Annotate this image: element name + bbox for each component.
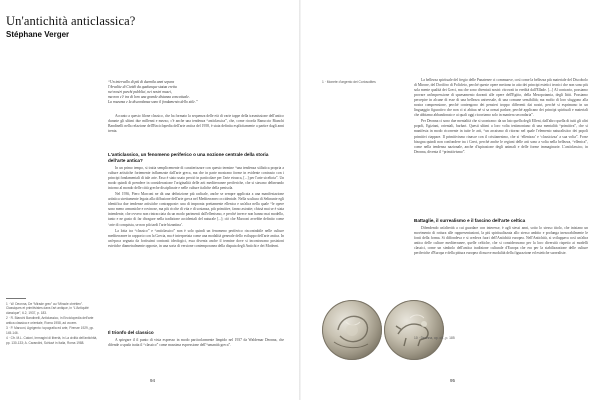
body-section bbox=[108, 166, 284, 250]
paragraph: A spiegare il il punto di vista espresso in modo particolarmente limpido nel 1937 da Waldemar Deonna, che difende a spada tratta il “classico” come massima espressione dell'“umanità greca”. bbox=[108, 338, 284, 348]
epigraph bbox=[108, 80, 278, 105]
epigraph-line: “Un intervallo di più di duemila anni separa bbox=[108, 80, 175, 84]
paragraph: In un primo tempo, si tratta semplicemente di caratterizzare con questo termine “una tendenza stilistica propria a culture artistiche fortemente influenzate dall'arte greca, ma che in parte mostrano forme in evidente contrasto con i principi fondamentali di tale arte. Esso è stato usato perciò in particolare per l'arte etrusca, [...] per l'arte siceliota”. Un modo quindi di prendere in considerazione l'originalità delle arti mediterranee periferiche, che si stavano delineando intorno al mondo delle città greche disciplinate e nelle culture italiche della penisola. bbox=[108, 166, 284, 191]
footnote: 3 · P. Marconi, Agrigento: topografia ed arte, Firenze 1929, pp. 145-146. bbox=[6, 326, 95, 335]
epigraph-line: ma non c'è tra di loro una grande distanza concettuale. bbox=[108, 95, 190, 100]
body-section bbox=[108, 338, 284, 349]
footnote-rule bbox=[6, 298, 26, 299]
paragraph: Accanto a questo filone classico, che ha formato la sequenza delle età di varie tappe della trasmissione dell'antico durante gli ultimi due millenni e mezzo, c'è anche una tendenza “anticlassica”, che, come ricorda Ranuccio Bianchi Bandinelli nella relazione dell'Enciclopedia dell'arte antica del 1958, è stata definita esplicitamente a partire dagli anni trenta. bbox=[108, 114, 284, 134]
paragraph: Per Deonna ci sono due mentalità che si scontrano: da un lato quella degli Elleni, dall'altro quella di tutti gli altri popoli, Egiziani, orientali, barbari. Questi ultimi a loro volta testimoniano di una mentalità “primitiva”, che si manifesta in modo ricorrente in tutte le arti, “un arcaismo di ritorno nel quale l'elemento naturalistico dei popoli primitivi riappare. Il primitivismo rinasce con il cristianesimo, che si ‘ellenizza’ e ‘classicizza’ a sua volta”. Forse bisogna quindi non confondere tra i Greci, perché anche le regioni delle arti sono a volta nella bellezza, “ellenica”, come nella tendenza nazionale, anche d'ispirazione degli animali e delle forme immaginarie. L'anticlassico, in Deonna, diventa il “primitivismo”. bbox=[414, 119, 588, 154]
section-heading bbox=[414, 218, 588, 224]
body-paragraph bbox=[108, 114, 284, 135]
coin-reverse-image bbox=[384, 300, 444, 360]
body-section bbox=[414, 78, 588, 156]
section-heading-text: L'anticlassico, un fenomeno periferico o una nozione centrale della storia dell'arte antica? bbox=[108, 152, 269, 163]
paragraph: Nel 1936, Piero Marconi ne dà una definizione più radicale, anche se sempre applicata a una manifestazione artistica strettamente legata alla diffusione dell'arte greca nel Mediterraneo occidentale. Nella scultura di Selinunte egli identifica due tendenze artistiche contrapposte: una di impronta prettamente ellenica e un'altra nella quale “le opere sono meno armoniche e rovinose, ma più ricche di vita e di sostanza, più primitive, fanno astratte; chissà mai se è stata intendente, che ovvero non rintracciata da un modo parimenti dall'ellenismo, e perché invece non hanno mai modello, tanto e ne gusto di far divagare nella tradizione accidentali del naturale [...]; ciò che Marconi avrebbe definito come ‘arte di conquista, se non più tardi l'arte bizantina’. bbox=[108, 192, 284, 227]
footnote: 4 · Cfr. M.L. Catoni, Immagini di libertà, in La civiltà dell'antichità, pp. 130-133; A. Carandini, Schiavi in Italia, Roma 1988. bbox=[6, 336, 98, 345]
section-heading-text: Il trionfo del classico bbox=[108, 330, 154, 335]
epigraph-line: La rozzezza e la discordanza sono il fondamento dello stile.” bbox=[108, 100, 198, 105]
coin-obverse-image bbox=[322, 300, 382, 360]
section-heading bbox=[108, 330, 284, 336]
page-title: Un'antichità anticlassica? bbox=[6, 14, 136, 28]
author-name: Stéphane Verger bbox=[6, 30, 70, 39]
section-heading bbox=[108, 152, 284, 163]
paragraph: La bellezza spirituale del fregio delle Panatenee ci commuove, così come la bellezza più materiale del Discobolo di Mirone, del Dorifòro di Policleto, perché queste opere mettono in atto dei principi estetici tecnici che non sono più sola mente qualità dei Greci, ma che sono diventati nostri: ritrovati in eredità dall'Ellade. [...] Al contrario, possiamo provare un'impressione di spaesamento davanti alle opere dell'Egitto, della Mesopotamia, degli Ittiti. Possiamo percepire in alcune di esse di una bellezza universale, di una comune sensibilità; ma molto di loro sfuggono alla nostra comprensione, perché contengono dei pensieri troppo differenti dai nostri, perché si esprimono in un linguaggio figurativo che non ci si abitua né si sa ormai parlare, perché applicano dei principi spirituali e materiali che abbiamo abbandonato e ai quali oggi ricorriamo solo in maniera secondaria”. bbox=[414, 78, 588, 118]
right-page bbox=[300, 0, 600, 400]
page-number: 95 bbox=[450, 378, 456, 383]
page-number: 94 bbox=[150, 378, 156, 383]
section-heading-text: Battaglie, il surrealismo e il fascino dell'arte celtica bbox=[414, 218, 526, 223]
epigraph-line: l'Arvalite di Cividò da qualunque statua eretta bbox=[108, 85, 177, 90]
coin-relief-icon bbox=[322, 300, 382, 360]
image-caption: 10 · Deonna, op. cit., p. 185 bbox=[414, 336, 455, 340]
paragraph: Difendendo un'alterità a cui guardare con interesse, è agli stessi anni, sotto lo stesso titolo, che iniziano un movimento di rottura alle rappresentazioni, la più spiritualizzata allo stesso ambito e prolunga inesorabilmente le fonti della forma. Si diffondeva e si credeva fuori dell'Antichità europea. Nell'Antichità, si sviluppava così un'altra antica delle culture mediterranee, quelle celtiche, che si consideravano per la loro diversità rispetto ai modelli classici, come un simbolo dell'antica tradizione culturale d'Europa che era per la stabilizzazione delle culture periferiche d'Europa e della pittura europea di nuove modalità della figurazione ed estetiche surrealiste. bbox=[414, 226, 588, 256]
epigraph-line: nei nostri parchi pubblici, nei nostri musei, bbox=[108, 90, 172, 95]
body-section bbox=[414, 226, 588, 257]
coin-horse-icon bbox=[384, 300, 444, 360]
side-caption: 1 · Monete d'argento dei Coriosolites bbox=[322, 80, 376, 84]
footnotes bbox=[6, 298, 98, 346]
footnote: 2 · R. Bianchi Bandinelli, Anticlassico, in Enciclopedia dell'arte antica classica e orientale, Roma 1958, ad vocem. bbox=[6, 316, 94, 325]
footnote: 1 · W. Deonna, De “Mirade grec” au “Miracle chrétien”. Classiques et primitivistes dans l'art antique, in “L'Antiquité classique”, 6.2, 1937, p. 183. bbox=[6, 302, 89, 315]
paragraph: La lotta tra “classico” e “anticlassico” non è solo quindi un fenomeno periferico riscontrabile nelle culture mediterranee in rapporto con la Grecia, ma è interpretata come una modalità generale dello sviluppo dell'arte antica. In un'epoca segnata da fortissimi contrasti ideologici, essa diventa anche il termine dove si incontravano posizioni estetiche diametralmente opposte, in una sorta di versione contemporanea della disputa degli Antichi e dei Moderni. bbox=[108, 228, 284, 248]
